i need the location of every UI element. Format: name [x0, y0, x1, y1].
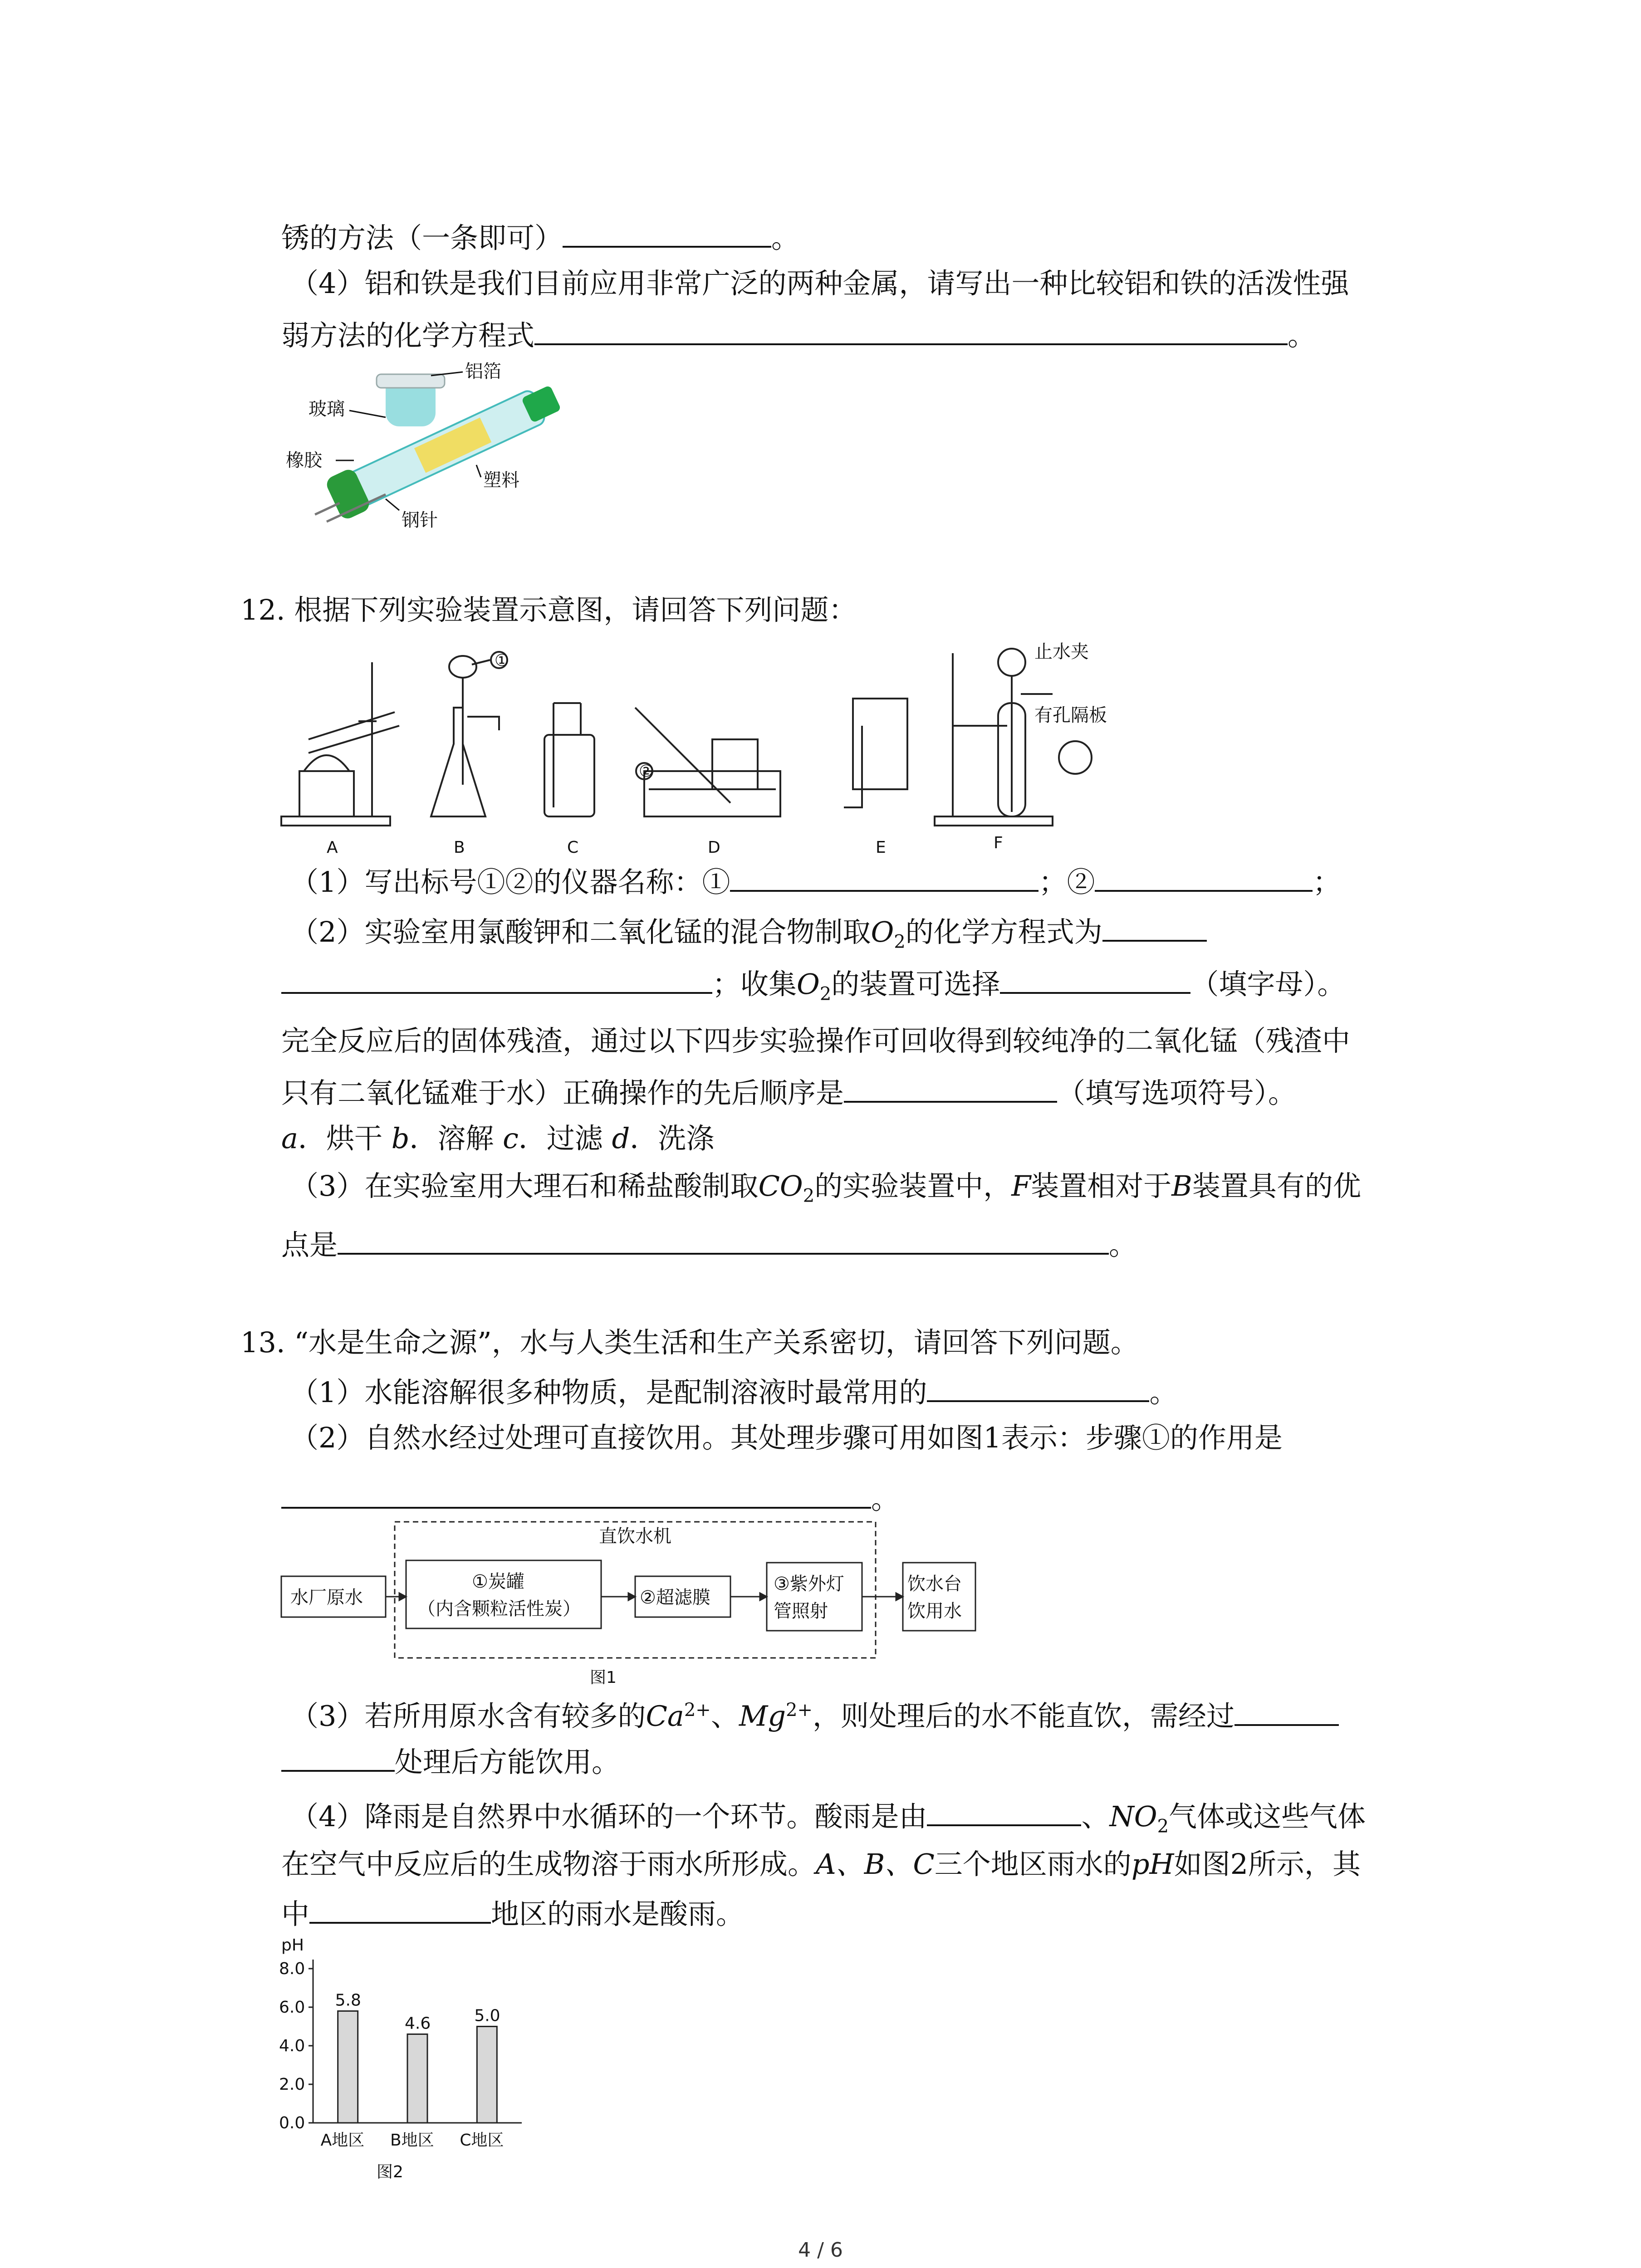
label-clamp: 止水夹 [1034, 641, 1089, 662]
q12-blank-advantage[interactable] [338, 1225, 1109, 1255]
fig1-box-uv-l1: ③紫外灯 [774, 1574, 844, 1594]
label-needle: 钢针 [402, 510, 438, 531]
q12-p2-text2: 的化学方程式为 [905, 915, 1102, 948]
q12-p3-co2: CO [758, 1169, 803, 1202]
chart-bar [338, 2011, 358, 2123]
q12-intro: 根据下列实验装置示意图，请回答下列问题： [294, 593, 857, 626]
q13-ca: Ca [646, 1699, 684, 1733]
chart-ytick-label: 0.0 [279, 2114, 305, 2132]
label-glass: 玻璃 [309, 399, 345, 420]
q12-p3-line1 [290, 1168, 1361, 1214]
option-b-letter: b [391, 1122, 410, 1155]
fig1-flowchart [277, 1515, 985, 1687]
q13-p4-line1 [290, 1796, 1366, 1844]
q12-p3-text3: 装置相对于 [1031, 1169, 1172, 1202]
option-c: ．过滤 [518, 1122, 612, 1155]
q12-p2-fill-letter: （填字母）。 [1190, 968, 1346, 1001]
q13-p1-end: 。 [1149, 1376, 1178, 1409]
chart-bar [477, 2027, 497, 2123]
q13-p4-ph: pH [1131, 1848, 1174, 1881]
option-d-letter: d [612, 1122, 630, 1155]
q12-blank-equation-b[interactable] [281, 964, 712, 994]
q12-p2-collect2: 的装置可选择 [831, 968, 1000, 1001]
fig1-box-uf-label: ②超滤膜 [640, 1587, 710, 1608]
q12-intro-line [240, 592, 857, 628]
q13-blank-gas[interactable] [927, 1796, 1081, 1826]
label-B: B [454, 838, 465, 857]
label-A: A [327, 838, 338, 857]
q13-intro-line [240, 1325, 1139, 1361]
q13-p1 [290, 1372, 1177, 1411]
chart-value-label: 5.8 [335, 1991, 361, 2010]
q13-p4-text6: 中 [281, 1897, 310, 1931]
q13-p4-abc: A、B、C [816, 1848, 935, 1881]
q12-p2-order-text: 只有二氧化锰难于水）正确操作的先后顺序是 [281, 1076, 844, 1110]
q13-p4-end: 地区的雨水是酸雨。 [491, 1897, 745, 1931]
label-rubber: 橡胶 [286, 450, 322, 471]
q13-p1-text: （1）水能溶解很多种物质，是配制溶液时最常用的 [290, 1376, 927, 1409]
fig1-box-carbon-l1: ①炭罐 [472, 1571, 524, 1592]
q12-p3-text: （3）在实验室用大理石和稀盐酸制取 [290, 1169, 759, 1202]
q13-blank-soften-b[interactable] [281, 1742, 395, 1772]
q12-p2-collect: ；收集 [712, 968, 797, 1001]
q13-mg: Mg [739, 1699, 786, 1733]
q13-p2-end: 。 [871, 1482, 900, 1515]
q12-p3-co2-sub: 2 [803, 1185, 815, 1207]
q13-p4-text5: 如图2所示，其 [1174, 1848, 1361, 1881]
q11-line-a [281, 218, 799, 256]
q13-intro: “水是生命之源”，水与人类生活和生产关系密切，请回答下列问题。 [294, 1326, 1139, 1359]
q13-number: 13. [240, 1326, 285, 1359]
q11-blank-equation[interactable] [534, 315, 1288, 345]
q12-blank-equation-a[interactable] [1102, 912, 1207, 942]
q12-p2-line4 [281, 1073, 1296, 1111]
label-E: E [876, 838, 886, 857]
q12-p3-f: F [1011, 1169, 1031, 1202]
label-plate: 有孔隔板 [1034, 705, 1107, 726]
q13-p4-text4: 三个地区雨水的 [934, 1848, 1132, 1881]
label-plastic: 塑料 [483, 470, 519, 491]
fig1-title: 直饮水机 [599, 1526, 671, 1547]
label-C: C [567, 838, 579, 857]
label-F: F [994, 834, 1003, 852]
q13-p2-line1: （2）自然水经过处理可直接饮用。其处理步骤可用如图1表示：步骤①的作用是 [290, 1421, 1283, 1454]
fig1-box-drink-l2: 饮用水 [907, 1601, 962, 1622]
q13-p4-line2 [281, 1846, 1361, 1882]
q13-p3-end: 处理后方能饮用。 [395, 1745, 620, 1779]
q13-p3-line2 [281, 1742, 620, 1780]
q13-p4-text: （4）降雨是自然界中水循环的一个环节。酸雨是由 [290, 1800, 927, 1833]
q13-sep: 、 [710, 1699, 739, 1733]
fig2-ph-chart [277, 1932, 531, 2186]
q12-blank-2[interactable] [1095, 862, 1313, 892]
q13-ca-sup: 2+ [684, 1700, 711, 1721]
chart-ytick-label: 4.0 [279, 2037, 305, 2055]
chart-value-label: 5.0 [474, 2006, 500, 2025]
q12-p2-options [281, 1120, 714, 1157]
q13-p4-sep: 、 [1081, 1800, 1110, 1833]
q13-blank-step1[interactable] [281, 1479, 871, 1509]
apparatus-figure [272, 635, 1116, 862]
q13-blank-solvent[interactable] [927, 1372, 1149, 1402]
q12-p3-text2: 的实验装置中， [814, 1169, 1012, 1202]
q13-mg-sup: 2+ [786, 1700, 813, 1721]
label-foil: 铝箔 [465, 361, 501, 382]
q12-p2-o2: O [871, 915, 894, 948]
q13-no2: NO [1109, 1800, 1157, 1833]
q12-p3-text4: 装置具有的优 [1192, 1169, 1361, 1202]
q12-blank-device[interactable] [1000, 964, 1190, 994]
q11-p4-line2-end: 。 [1288, 319, 1316, 352]
q12-p1-end: ； [1313, 865, 1341, 899]
chart-category-label: B地区 [390, 2131, 434, 2150]
chart-value-label: 4.6 [405, 2014, 431, 2033]
q12-p1-mid: ；② [1038, 865, 1095, 899]
apparatus-drawings [281, 649, 1092, 826]
q13-no2-sub: 2 [1157, 1816, 1169, 1837]
q12-p1-text: （1）写出标号①②的仪器名称：① [290, 865, 730, 899]
q13-p4-text3: 在空气中反应后的生成物溶于雨水所形成。 [281, 1848, 816, 1881]
syringe-drawing [304, 374, 565, 531]
chart-category-label: C地区 [460, 2131, 504, 2150]
option-a-letter: a [281, 1122, 298, 1155]
q12-p2-o2-sub: 2 [894, 931, 906, 953]
chart-ylabel: pH [281, 1936, 304, 1955]
q13-p3-line1 [290, 1692, 1339, 1735]
syringe-figure [281, 358, 608, 540]
label-mark2: ② [639, 762, 654, 781]
chart-ytick-label: 8.0 [279, 1960, 305, 1978]
option-d: ．洗涤 [630, 1122, 715, 1155]
chart-category-label: A地区 [320, 2131, 365, 2150]
q13-blank-acid-region[interactable] [309, 1894, 491, 1924]
fig1-box-carbon-l2: （内含颗粒活性炭） [417, 1598, 581, 1619]
fig1-box-raw-label: 水厂原水 [290, 1587, 363, 1608]
chart-bar [407, 2034, 427, 2123]
q13-p2-line2 [281, 1479, 899, 1517]
q12-p2-o2b: O [797, 968, 820, 1001]
q13-blank-soften-a[interactable] [1234, 1696, 1339, 1726]
q11-line-a-text: 锈的方法（一条即可） [281, 221, 563, 254]
q12-number: 12. [240, 593, 285, 626]
q12-p2-line3: 完全反应后的固体残渣，通过以下四步实验操作可回收得到较纯净的二氧化锰（残渣中 [281, 1024, 1351, 1057]
q12-p3-advantage: 点是 [281, 1228, 338, 1261]
q12-p1 [290, 862, 1341, 900]
q12-p2-order-end: （填写选项符号）。 [1057, 1076, 1297, 1110]
q11-p4-line2 [281, 315, 1316, 354]
q12-p2-text: （2）实验室用氯酸钾和二氧化锰的混合物制取 [290, 915, 871, 948]
q11-blank-rust[interactable] [563, 218, 771, 248]
option-a: ．烘干 [298, 1122, 392, 1155]
label-D: D [708, 838, 720, 857]
chart-caption: 图2 [377, 2163, 403, 2181]
q12-blank-order[interactable] [844, 1073, 1057, 1103]
q13-p4-line3 [281, 1894, 744, 1932]
q12-p2-line1 [290, 912, 1207, 960]
page-number: 4 / 6 [798, 2239, 843, 2262]
option-b: ．溶解 [409, 1122, 503, 1155]
chart-ytick-label: 6.0 [279, 1998, 305, 2017]
q12-p3-end: 。 [1109, 1228, 1137, 1261]
q12-p3-b: B [1171, 1169, 1192, 1202]
q12-p2-line2 [281, 964, 1345, 1012]
q13-p4-text2: 气体或这些气体 [1169, 1800, 1366, 1833]
q11-p4-line1: （4）铝和铁是我们目前应用非常广泛的两种金属，请写出一种比较铝和铁的活泼性强 [290, 267, 1349, 300]
fig1-box-drink-l1: 饮水台 [907, 1574, 962, 1594]
chart-ytick-label: 2.0 [279, 2075, 305, 2094]
q13-p3-text2: ，则处理后的水不能直饮，需经过 [812, 1699, 1234, 1733]
label-mark1: ① [495, 651, 509, 670]
q11-p4-line2-text: 弱方法的化学方程式 [281, 319, 535, 352]
q12-p2-o2b-sub: 2 [819, 983, 832, 1005]
q12-blank-1[interactable] [730, 862, 1038, 892]
option-c-letter: c [503, 1122, 519, 1155]
q11-line-a-end: 。 [771, 221, 800, 254]
q13-p3-text: （3）若所用原水含有较多的 [290, 1699, 646, 1733]
q12-p3-line2 [281, 1225, 1137, 1263]
fig1-caption: 图1 [590, 1668, 617, 1687]
fig1-box-uv-l2: 管照射 [774, 1601, 828, 1622]
